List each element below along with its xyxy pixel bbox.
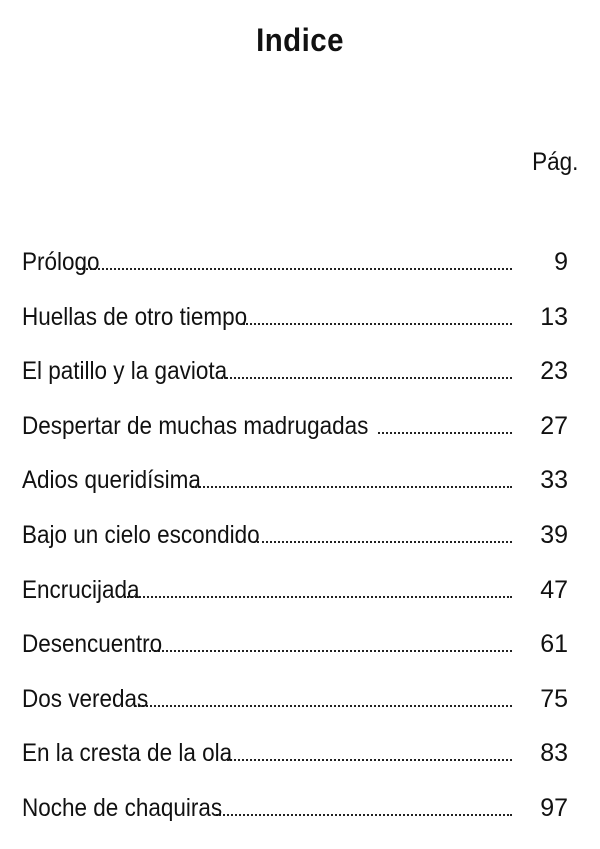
toc-entry (22, 521, 568, 576)
toc-entry-page: 97 (540, 793, 568, 822)
toc-entry-page: 9 (554, 248, 568, 276)
toc-entry (22, 630, 568, 685)
toc-entry-title: Noche de chaquiras (22, 793, 223, 822)
table-of-contents (22, 248, 568, 849)
toc-entry-title: Dos veredas (22, 684, 149, 713)
toc-entry-title: Adios queridísima (22, 466, 201, 495)
dot-leader (243, 323, 512, 325)
toc-entry-page: 33 (540, 466, 568, 495)
toc-entry-title: Huellas de otro tiempo (22, 302, 248, 331)
toc-entry-title: Bajo un cielo escondido (22, 520, 260, 549)
dot-leader (79, 268, 512, 270)
toc-entry (22, 248, 568, 303)
dot-leader (192, 486, 512, 488)
dot-leader (134, 705, 512, 707)
dot-leader (216, 814, 512, 816)
toc-entry (22, 576, 568, 631)
dot-leader (227, 759, 512, 761)
dot-leader (378, 432, 512, 434)
page-title: Indice (256, 22, 344, 58)
page-column-header: Pág. (531, 148, 578, 176)
toc-entry-page: 61 (540, 630, 568, 659)
toc-entry-page: 13 (540, 302, 568, 331)
toc-entry (22, 412, 568, 467)
toc-entry (22, 739, 568, 794)
toc-entry-title: Desencuentro (22, 630, 163, 659)
toc-entry (22, 303, 568, 358)
toc-entry (22, 357, 568, 412)
dot-leader (257, 541, 512, 543)
dot-leader (124, 596, 512, 598)
toc-entry (22, 466, 568, 521)
toc-entry-title: Despertar de muchas madrugadas (22, 411, 369, 440)
toc-entry-page: 27 (540, 411, 568, 440)
toc-entry-page: 75 (540, 684, 568, 713)
dot-leader (221, 377, 512, 379)
toc-entry-title: Prólogo (22, 248, 100, 276)
toc-entry (22, 794, 568, 849)
toc-entry-page: 47 (540, 575, 568, 604)
toc-entry-title: El patillo y la gaviota (22, 357, 228, 386)
toc-entry (22, 685, 568, 740)
dot-leader (149, 650, 512, 652)
toc-entry-page: 83 (540, 739, 568, 768)
toc-entry-title: En la cresta de la ola (22, 739, 233, 768)
toc-entry-page: 39 (540, 520, 568, 549)
toc-entry-page: 23 (540, 357, 568, 386)
toc-entry-title: Encrucijada (22, 575, 140, 604)
